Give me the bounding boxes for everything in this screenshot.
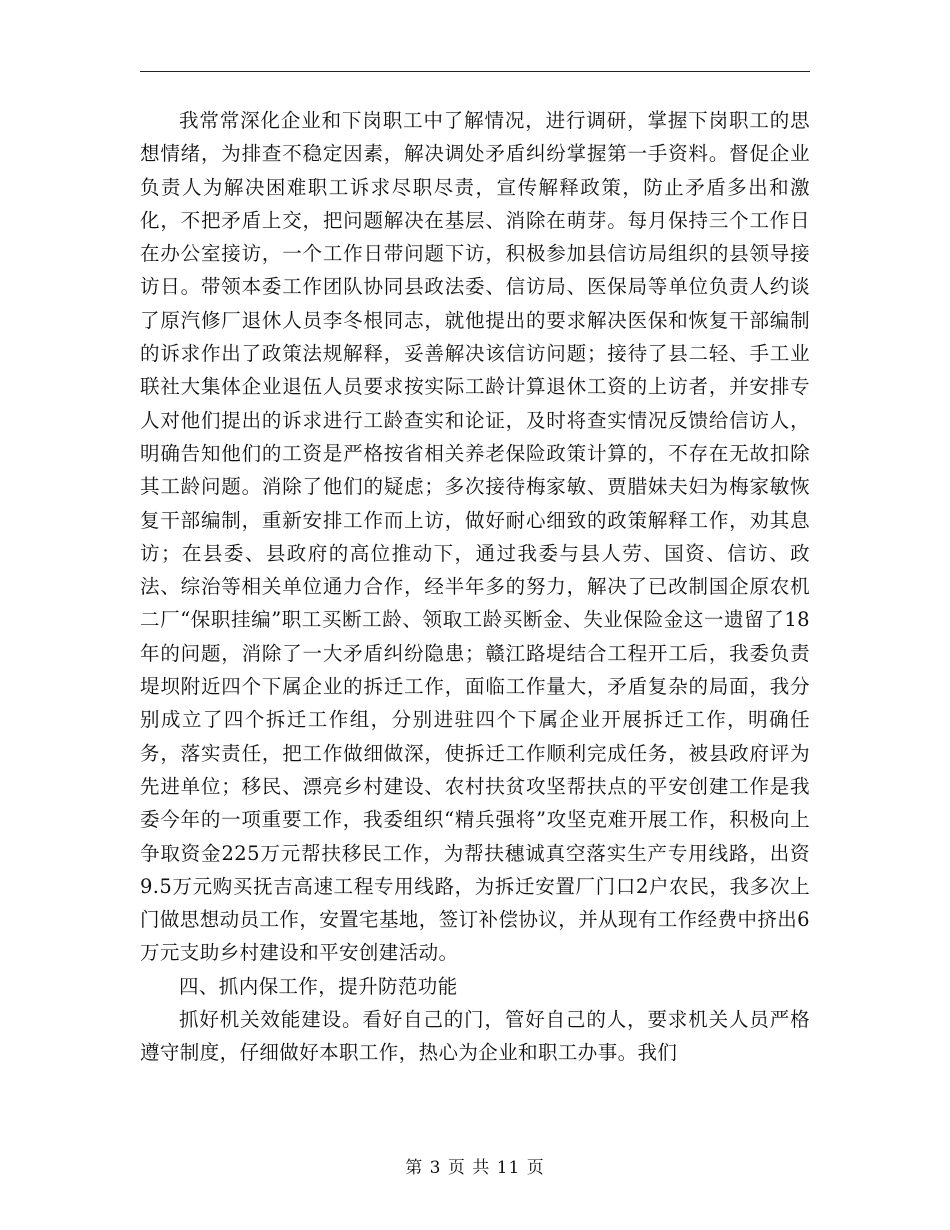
section-heading: 四、抓内保工作，提升防范功能 bbox=[179, 974, 458, 998]
page-footer: 第 3 页 共 11 页 bbox=[405, 1158, 545, 1178]
document-body bbox=[140, 104, 810, 1070]
header-rule bbox=[140, 71, 810, 72]
paragraph: 我常常深化企业和下岗职工中了解情况，进行调研，掌握下岗职工的思想情绪，为排查不稳定因素，解决调处矛盾纠纷掌握第一手资料。督促企业负责人为解决困难职工诉求尽职尽责，宣传解释政策，防止矛盾多出和激化，不把矛盾上交，把问题解决在基层、消除在萌芽。每月保持三个工作日在办公室接访，一个工作日带问题下访，积极参加县信访局组织的县领导接访日。带领本委工作团队协同县政法委、信访局、医保局等单位负责人约谈了原汽修厂退休人员李冬根同志，就他提出的要求解决医保和恢复干部编制的诉求作出了政策法规解释，妥善解决该信访问题；接待了县二轻、手工业联社大集体企业退伍人员要求按实际工龄计算退休工资的上访者，并安排专人对他们提出的诉求进行工龄查实和论证，及时将查实情况反馈给信访人，明确告知他们的工资是严格按省相关养老保险政策计算的，不存在无故扣除其工龄问题。消除了他们的疑虑；多次接待梅家敏、贾腊妹夫妇为梅家敏恢复干部编制，重新安排工作而上访，做好耐心细致的政策解释工作，劝其息访；在县委、县政府的高位推动下，通过我委与县人劳、国资、信访、政法、综治等相关单位通力合作，经半年多的努力，解决了已改制国企原农机二厂“保职挂编”职工买断工龄、领取工龄买断金、失业保险金这一遗留了18年的问题，消除了一大矛盾纠纷隐患；赣江路堤结合工程开工后，我委负责堤坝附近四个下属企业的拆迁工作，面临工作量大，矛盾复杂的局面，我分别成立了四个拆迁工作组，分别进驻四个下属企业开展拆迁工作，明确任务，落实责任，把工作做细做深，使拆迁工作顺利完成任务，被县政府评为先进单位；移民、漂亮乡村建设、农村扶贫攻坚帮扶点的平安创建工作是我委今年的一项重要工作，我委组织“精兵强将”攻坚克难开展工作，积极向上争取资金225万元帮扶移民工作，为帮扶穗诚真空落实生产专用线路，出资9.5万元购买抚吉高速工程专用线路，为拆迁安置厂门口2户农民，我多次上门做思想动员工作，安置宅基地，签订补偿协议，并从现有工作经费中挤出6万元支助乡村建设和平安创建活动。 bbox=[140, 109, 810, 965]
paragraph: 抓好机关效能建设。看好自己的门，管好自己的人，要求机关人员严格遵守制度，仔细做好本职工作，热心为企业和职工办事。我们 bbox=[140, 1008, 810, 1065]
